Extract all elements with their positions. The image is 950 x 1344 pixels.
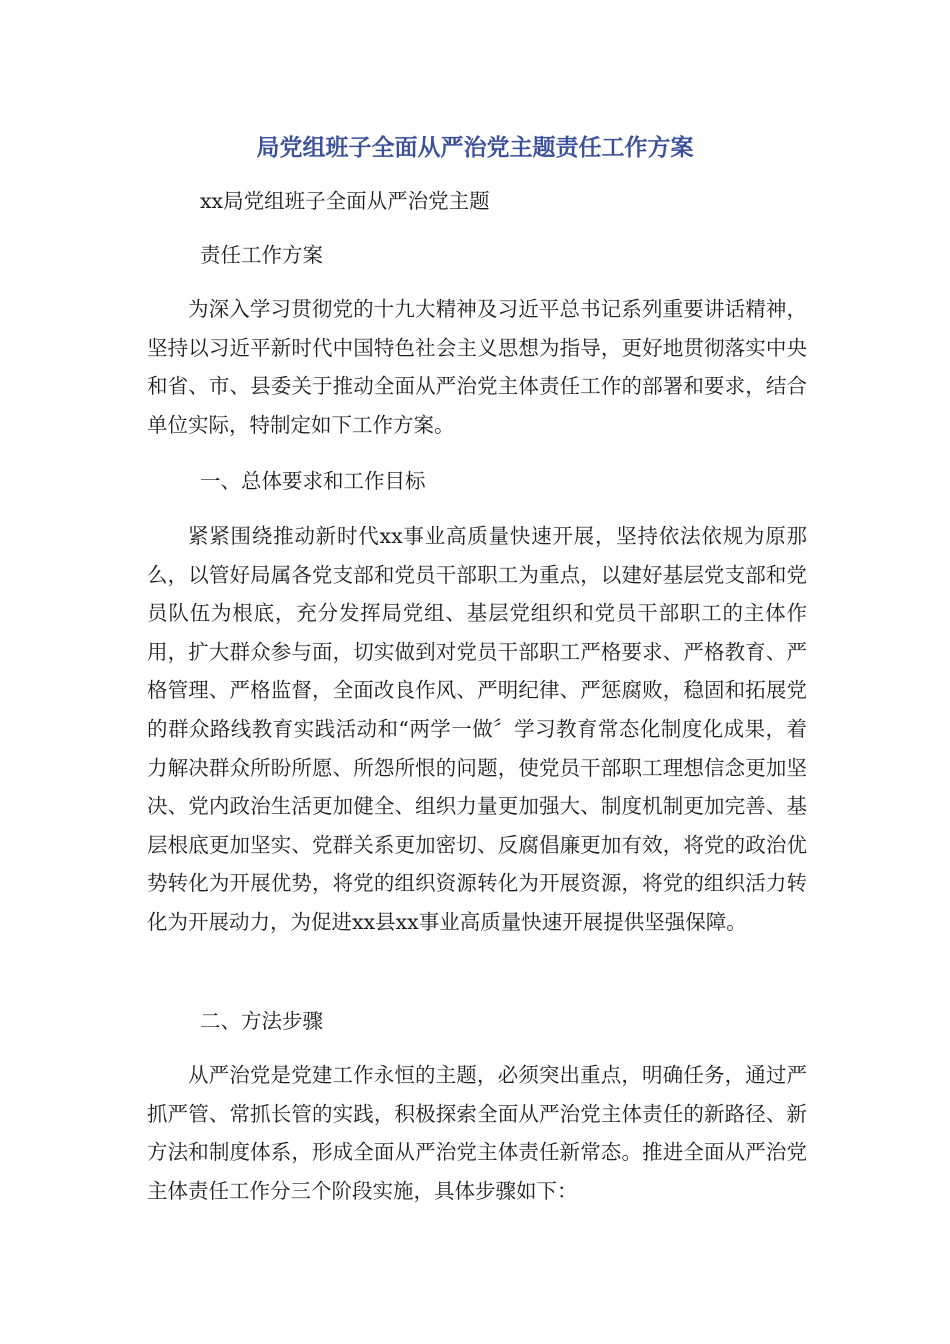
intro-paragraph: 为深入学习贯彻党的十九大精神及习近平总书记系列重要讲话精神，坚持以习近平新时代中国特色社会主义思想为指导，更好地贯彻落实中央和省、市、县委关于推动全面从严治党主体责任工作的部署和要求，结合单位实际，特制定如下工作方案。 <box>147 297 807 437</box>
section-2-heading: 二、方法步骤 <box>200 1009 323 1033</box>
section-2-paragraph: 从严治党是党建工作永恒的主题，必须突出重点，明确任务，通过严抓严管、常抓长管的实践，积极探索全面从严治党主体责任的新路径、新方法和制度体系，形成全面从严治党主体责任新常态。推进全面从严治党主体责任工作分三个阶段实施，具体步骤如下： <box>147 1063 807 1203</box>
section-1-paragraph: 紧紧围绕推动新时代xx事业高质量快速开展，坚持依法依规为原那么，以管好局属各党支部和党员干部职工为重点，以建好基层党支部和党员队伍为根底，充分发挥局党组、基层党组织和党员干部职工的主体作用，扩大群众参与面，切实做到对党员干部职工严格要求、严格教育、严格管理、严格监督，全面改良作风、严明纪律、严惩腐败，稳固和拓展党的群众路线教育实践活动和“两学一做〞学习教育常态化制度化成果，着力解决群众所盼所愿、所怨所恨的问题，使党员干部职工理想信念更加坚决、党内政治生活更加健全、组织力量更加强大、制度机制更加完善、基层根底更加坚实、党群关系更加密切、反腐倡廉更加有效，将党的政治优势转化为开展优势，将党的组织资源转化为开展资源，将党的组织活力转化为开展动力，为促进xx县xx事业高质量快速开展提供坚强保障。 <box>147 524 807 934</box>
subtitle-line-1: xx局党组班子全面从严治党主题 <box>200 189 490 213</box>
section-1-heading: 一、总体要求和工作目标 <box>200 469 426 493</box>
subtitle-line-2: 责任工作方案 <box>200 243 323 267</box>
document-title: 局党组班子全面从严治党主题责任工作方案 <box>256 135 694 161</box>
